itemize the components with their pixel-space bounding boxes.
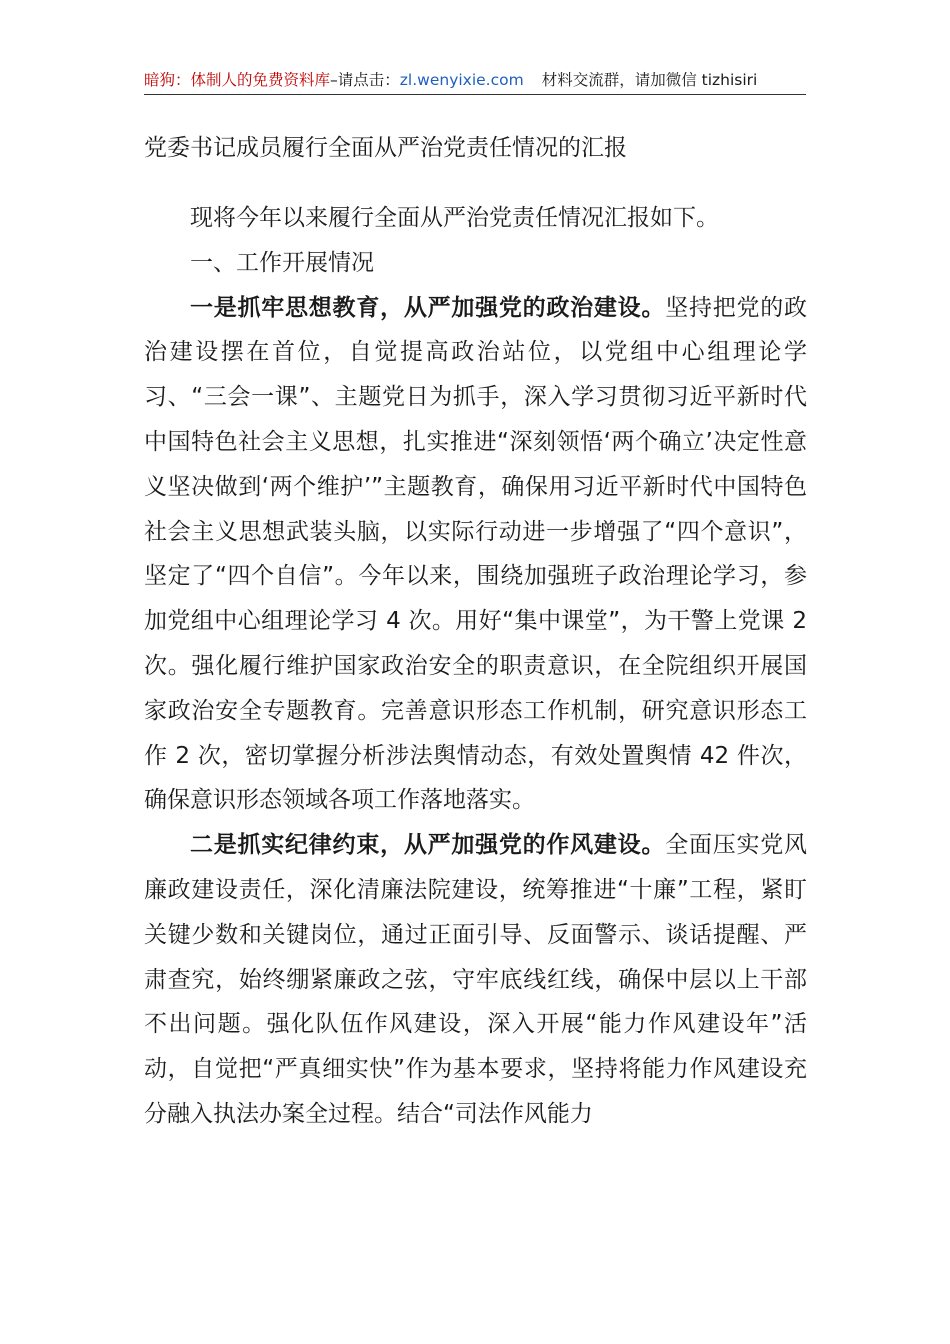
paragraph-heading: 二是抓实纪律约束，从严加强党的作风建设。 bbox=[190, 832, 666, 859]
paragraph-heading: 一是抓牢思想教育，从严加强党的政治建设。 bbox=[190, 294, 666, 321]
body-paragraph bbox=[144, 823, 807, 1137]
page-header bbox=[144, 66, 806, 95]
header-click-label: –请点击： bbox=[330, 71, 400, 89]
paragraph-text: 坚持把党的政治建设摆在首位，自觉提高政治站位，以党组中心组理论学习、“三会一课”、主题党日为抓手，深入学习贯彻习近平新时代中国特色社会主义思想，扎实推进“深刻领悟‘两个确立’决定性意义坚决做到‘两个维护’”主题教育，确保用习近平新时代中国特色社会主义思想武装头脑，以实际行动进一步增强了“四个意识”，坚定了“四个自信”。今年以来，围绕加强班子政治理论学习，参加党组中心组理论学习 4 次。用好“集中课堂”，为干警上党课 2 次。强化履行维护国家政治安全的职责意识，在全院组织开展国家政治安全专题教育。完善意识形态工作机制，研究意识形态工作 2 次，密切掌握分析涉法舆情动态，有效处置舆情 42 件次，确保意识形态领域各项工作落地落实。 bbox=[144, 294, 808, 814]
document-body bbox=[144, 196, 807, 1137]
section-heading: 一、工作开展情况 bbox=[190, 249, 374, 276]
document-title: 党委书记成员履行全面从严治党责任情况的汇报 bbox=[144, 135, 627, 161]
paragraph-text: 全面压实党风廉政建设责任，深化清廉法院建设，统筹推进“十廉”工程，紧盯关键少数和关键岗位，通过正面引导、反面警示、谈话提醒、严肃查究，始终绷紧廉政之弦，守牢底线红线，确保中层以上干部不出问题。强化队伍作风建设，深入开展“能力作风建设年”活动，自觉把“严真细实快”作为基本要求，坚持将能力作风建设充分融入执法办案全过程。结合“司法作风能力 bbox=[144, 832, 808, 1127]
header-brand: 暗狗：体制人的免费资料库 bbox=[144, 71, 331, 89]
body-paragraph bbox=[144, 286, 807, 824]
header-url-link[interactable]: zl.wenyixie.com bbox=[399, 71, 524, 89]
header-group-text: 材料交流群，请加微信 tizhisiri bbox=[541, 71, 758, 89]
lead-paragraph: 现将今年以来履行全面从严治党责任情况汇报如下。 bbox=[190, 205, 719, 231]
